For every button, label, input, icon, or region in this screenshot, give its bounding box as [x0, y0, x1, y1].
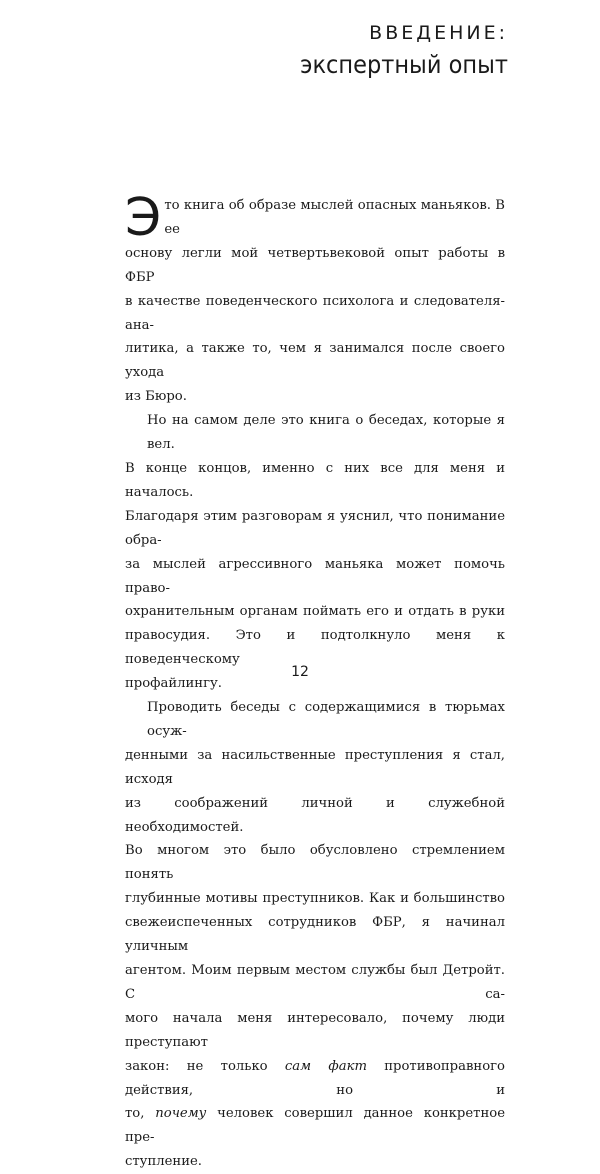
- paragraph-1: [125, 188, 505, 409]
- text-line: за мыслей агрессивного маньяка может помочь право-: [125, 556, 505, 596]
- text-segment: закон: не только: [125, 1058, 285, 1074]
- text-line: Во многом это было обусловлено стремлением понять: [125, 843, 505, 883]
- text-line: из соображений личной и служебной необходимостей.: [125, 795, 505, 835]
- text-line: глубинные мотивы преступников. Как и большинство: [125, 891, 505, 907]
- body-text: [125, 188, 505, 1174]
- italic-text: почему: [155, 1106, 207, 1122]
- text-line: основу легли мой четвертьвековой опыт работы в ФБР: [125, 245, 505, 285]
- text-line: Но на самом деле это книга о беседах, которые я вел.: [147, 413, 505, 453]
- text-line: агентом. Моим первым местом службы был Детройт. С са-: [125, 963, 505, 1002]
- text-line: денными за насильственные преступления я стал, исходя: [125, 747, 505, 787]
- text-line: свежеиспеченных сотрудников ФБР, я начинал уличным: [125, 915, 505, 955]
- text-line: правосудия. Это и подтолкнуло меня к поведенческому: [125, 628, 505, 668]
- text-segment: то,: [125, 1106, 156, 1122]
- chapter-label: ВВЕДЕНИЕ:: [369, 22, 508, 44]
- paragraph-2: [125, 409, 505, 696]
- text-line: [125, 1102, 505, 1150]
- text-line: Благодаря этим разговорам я уяснил, что понимание обра-: [125, 508, 505, 548]
- text-line: литика, а также то, чем я занимался после своего ухода: [125, 341, 505, 381]
- text-segment: противоправного действия, но и: [125, 1058, 505, 1098]
- text-line: мого начала меня интересовало, почему люди преступают: [125, 1010, 505, 1050]
- text-line: в качестве поведенческого психолога и следователя-ана-: [125, 293, 505, 333]
- page-number: 12: [291, 664, 309, 680]
- chapter-title: экспертный опыт: [300, 50, 508, 79]
- text-line: то книга об образе мыслей опасных маньяков. В ее: [164, 198, 505, 237]
- text-segment: человек совершил данное конкретное пре-: [125, 1106, 505, 1146]
- text-line: [125, 1055, 505, 1103]
- paragraph-3: [125, 696, 505, 1174]
- text-line: профайлингу.: [125, 676, 222, 692]
- text-line: Проводить беседы с содержащимися в тюрьмах осуж-: [147, 700, 505, 739]
- text-line: В конце концов, именно с них все для меня и началось.: [125, 460, 505, 500]
- italic-text: сам факт: [284, 1058, 367, 1074]
- drop-cap: Э: [125, 188, 162, 248]
- text-line: охранительным органам поймать его и отдать в руки: [125, 604, 505, 620]
- text-line: ступление.: [125, 1154, 202, 1170]
- text-line: из Бюро.: [125, 389, 187, 405]
